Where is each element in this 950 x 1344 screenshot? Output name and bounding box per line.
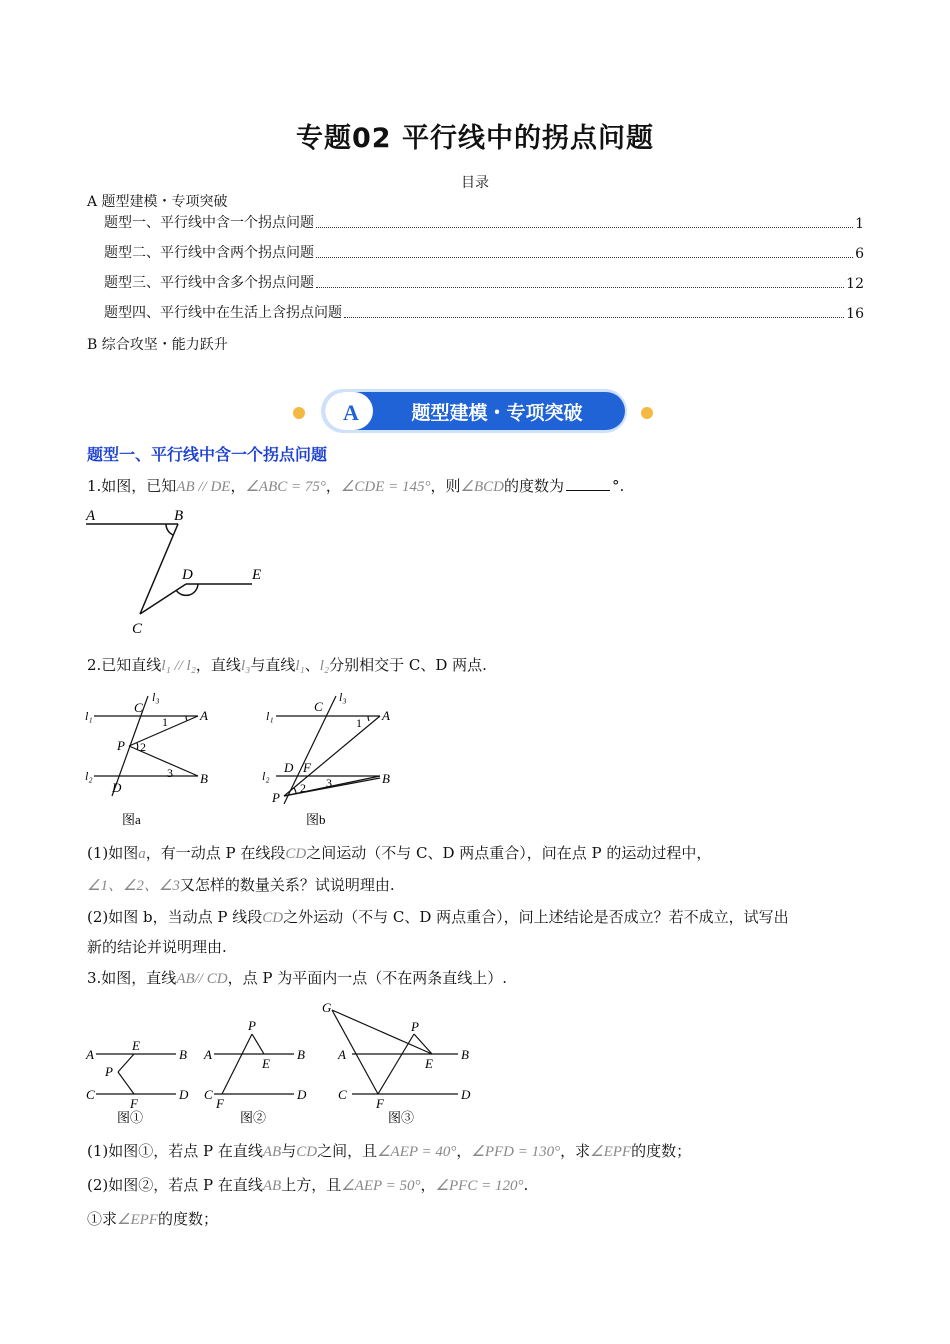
svg-text:图b: 图b bbox=[306, 812, 326, 827]
svg-text:A: A bbox=[86, 1047, 94, 1062]
svg-text:图②: 图② bbox=[240, 1110, 267, 1125]
svg-text:C: C bbox=[314, 699, 323, 714]
svg-text:图a: 图a bbox=[122, 812, 141, 827]
svg-text:F: F bbox=[130, 1096, 138, 1111]
figure-q1 bbox=[82, 506, 282, 638]
svg-text:l₃: l₃ bbox=[152, 690, 160, 704]
svg-text:P: P bbox=[411, 1019, 419, 1034]
svg-text:G: G bbox=[322, 1000, 332, 1015]
toc-item-page: 12 bbox=[846, 276, 864, 292]
svg-text:l₃: l₃ bbox=[339, 690, 347, 704]
toc-heading: 目录 bbox=[461, 175, 489, 191]
svg-text:A: A bbox=[204, 1047, 212, 1062]
svg-text:D: D bbox=[182, 567, 193, 583]
section-banner bbox=[215, 388, 735, 434]
toc-item-page: 16 bbox=[846, 306, 864, 322]
svg-text:1: 1 bbox=[162, 715, 168, 729]
question-2-part-2: (2)如图 b，当动点 P 线段CD之外运动（不与 C、D 两点重合），问上述结论是否成立？若不成立，试写出 bbox=[87, 908, 789, 926]
question-2-part-1: (1)如图a，有一动点 P 在线段CD之间运动（不与 C、D 两点重合），问在点 P 的运动过程中， bbox=[87, 844, 712, 862]
svg-text:B: B bbox=[174, 508, 184, 524]
svg-text:1: 1 bbox=[356, 716, 362, 730]
svg-text:F: F bbox=[216, 1096, 224, 1111]
svg-text:P: P bbox=[272, 790, 280, 805]
toc-item[interactable] bbox=[104, 242, 864, 262]
svg-text:B: B bbox=[200, 771, 208, 786]
question-1: 1.如图，已知AB // DE，∠ABC = 75°，∠CDE = 145°，则∠BCD的度数为 °. bbox=[87, 477, 625, 495]
svg-text:B: B bbox=[382, 771, 390, 786]
svg-text:图③: 图③ bbox=[388, 1110, 415, 1125]
toc-item[interactable] bbox=[104, 302, 864, 322]
svg-text:F: F bbox=[303, 760, 311, 775]
svg-text:C: C bbox=[132, 621, 143, 637]
svg-text:C: C bbox=[86, 1087, 95, 1102]
section-heading: 题型一、平行线中含一个拐点问题 bbox=[87, 445, 328, 464]
svg-text:l₁: l₁ bbox=[85, 709, 93, 723]
banner-text: 题型建模・专项突破 bbox=[411, 403, 583, 424]
toc-item-label: 题型三、平行线中含多个拐点问题 bbox=[104, 275, 314, 291]
question-2: 2.已知直线l₁ // l₂，直线l₃与直线l₁、l₂分别相交于 C、D 两点. bbox=[87, 656, 487, 674]
svg-text:l₂: l₂ bbox=[85, 769, 93, 783]
banner-letter: A bbox=[343, 400, 359, 425]
toc-item-label: 题型二、平行线中含两个拐点问题 bbox=[104, 245, 314, 261]
svg-text:E: E bbox=[252, 567, 262, 583]
svg-text:D: D bbox=[297, 1087, 307, 1102]
toc-item[interactable] bbox=[104, 212, 864, 232]
svg-text:P: P bbox=[248, 1018, 256, 1033]
svg-text:A: A bbox=[86, 508, 96, 524]
svg-text:C: C bbox=[338, 1087, 347, 1102]
question-3-part-2: (2)如图②，若点 P 在直线AB上方，且∠AEP = 50°，∠PFC = 120°. bbox=[87, 1176, 529, 1194]
svg-text:l₁: l₁ bbox=[266, 709, 274, 723]
page-title: 专题02 平行线中的拐点问题 bbox=[296, 123, 654, 154]
svg-text:A: A bbox=[382, 708, 390, 723]
question-3: 3.如图，直线AB// CD，点 P 为平面内一点（不在两条直线上）. bbox=[87, 969, 507, 987]
svg-text:A: A bbox=[200, 708, 208, 723]
toc-item-label: 题型四、平行线中在生活上含拐点问题 bbox=[104, 305, 342, 321]
toc-section-a[interactable]: A 题型建模・专项突破 bbox=[87, 194, 228, 210]
toc-section-b[interactable]: B 综合攻坚・能力跃升 bbox=[87, 337, 228, 353]
svg-text:C: C bbox=[204, 1087, 213, 1102]
svg-text:C: C bbox=[134, 700, 143, 715]
question-2-part-2-cont: 新的结论并说明理由. bbox=[87, 938, 227, 956]
svg-text:2: 2 bbox=[300, 781, 306, 795]
banner-dot-right bbox=[641, 407, 653, 419]
question-2-part-1-cont: ∠1、∠2、∠3又怎样的数量关系？试说明理由. bbox=[87, 876, 395, 894]
toc-item[interactable] bbox=[104, 272, 864, 292]
svg-text:E: E bbox=[425, 1056, 433, 1071]
question-3-part-1: (1)如图①，若点 P 在直线AB与CD之间，且∠AEP = 40°，∠PFD = 130°，求∠EPF的度数； bbox=[87, 1142, 692, 1160]
svg-text:E: E bbox=[262, 1056, 270, 1071]
svg-text:D: D bbox=[284, 760, 294, 775]
toc-item-label: 题型一、平行线中含一个拐点问题 bbox=[104, 215, 314, 231]
svg-text:D: D bbox=[179, 1087, 189, 1102]
svg-text:B: B bbox=[297, 1047, 305, 1062]
svg-text:B: B bbox=[461, 1047, 469, 1062]
answer-blank[interactable] bbox=[566, 490, 610, 491]
figure-q3 bbox=[82, 998, 482, 1128]
svg-text:l₂: l₂ bbox=[262, 769, 270, 783]
svg-text:2: 2 bbox=[140, 740, 146, 754]
svg-text:D: D bbox=[112, 780, 122, 795]
svg-text:3: 3 bbox=[326, 776, 332, 790]
figure-q2b bbox=[256, 686, 406, 830]
svg-text:3: 3 bbox=[167, 766, 173, 780]
svg-text:图①: 图① bbox=[117, 1110, 144, 1125]
svg-text:A: A bbox=[338, 1047, 346, 1062]
svg-text:E: E bbox=[132, 1038, 140, 1053]
toc-item-page: 1 bbox=[855, 216, 864, 232]
svg-text:P: P bbox=[105, 1064, 113, 1079]
banner-dot-left bbox=[293, 407, 305, 419]
svg-text:D: D bbox=[461, 1087, 471, 1102]
svg-text:F: F bbox=[376, 1096, 384, 1111]
toc-item-page: 6 bbox=[855, 246, 864, 262]
svg-text:B: B bbox=[179, 1047, 187, 1062]
svg-text:P: P bbox=[117, 738, 125, 753]
question-3-part-2-1: ①求∠EPF的度数； bbox=[87, 1210, 218, 1228]
figure-q2a bbox=[82, 686, 222, 830]
